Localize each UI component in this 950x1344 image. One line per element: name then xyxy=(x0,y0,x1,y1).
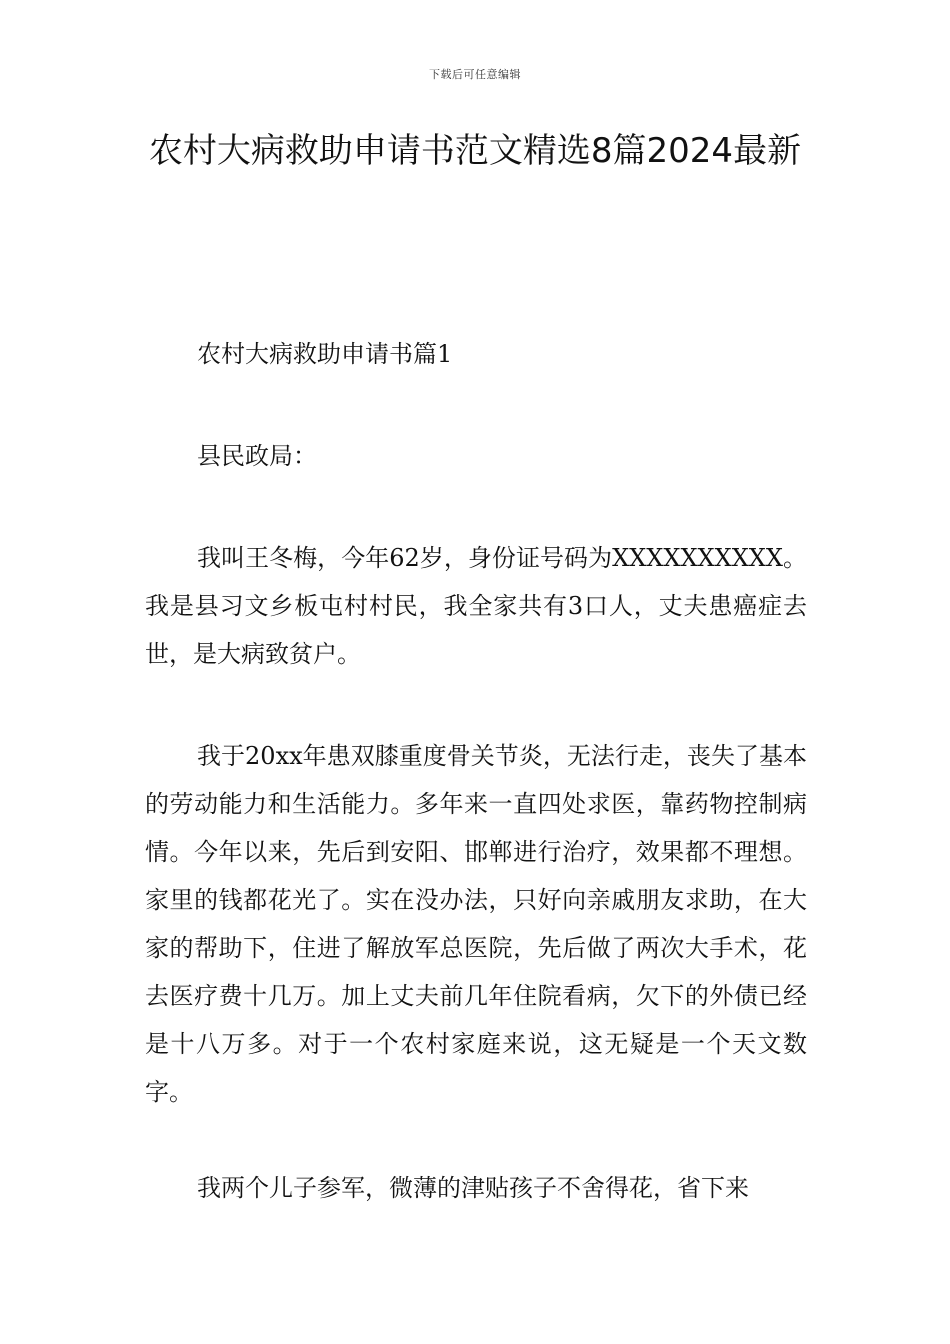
body-paragraph: 我于20xx年患双膝重度骨关节炎，无法行走，丧失了基本的劳动能力和生活能力。多年来一直四处求医，靠药物控制病情。今年以来，先后到安阳、邯郸进行治疗，效果都不理想。家里的钱都花光了。实在没办法，只好向亲戚朋友求助，在大家的帮助下，住进了解放军总医院，先后做了两次大手术，花去医疗费十几万。加上丈夫前几年住院看病，欠下的外债已经是十八万多。对于一个农村家庭来说，这无疑是一个天文数字。 xyxy=(145,742,807,1106)
document-body xyxy=(145,330,807,1266)
document-title: 农村大病救助申请书范文精选8篇2024最新 xyxy=(148,131,802,171)
body-paragraph: 我两个儿子参军，微薄的津贴孩子不舍得花，省下来 xyxy=(197,1174,749,1202)
page-header-note: 下载后可任意编辑 xyxy=(429,68,521,81)
section-title: 农村大病救助申请书篇1 xyxy=(197,340,453,368)
salutation: 县民政局： xyxy=(197,442,317,470)
body-paragraph: 我叫王冬梅，今年62岁，身份证号码为XXXXXXXXXX。我是县习文乡板屯村村民，我全家共有3口人，丈夫患癌症去世，是大病致贫户。 xyxy=(145,544,807,668)
